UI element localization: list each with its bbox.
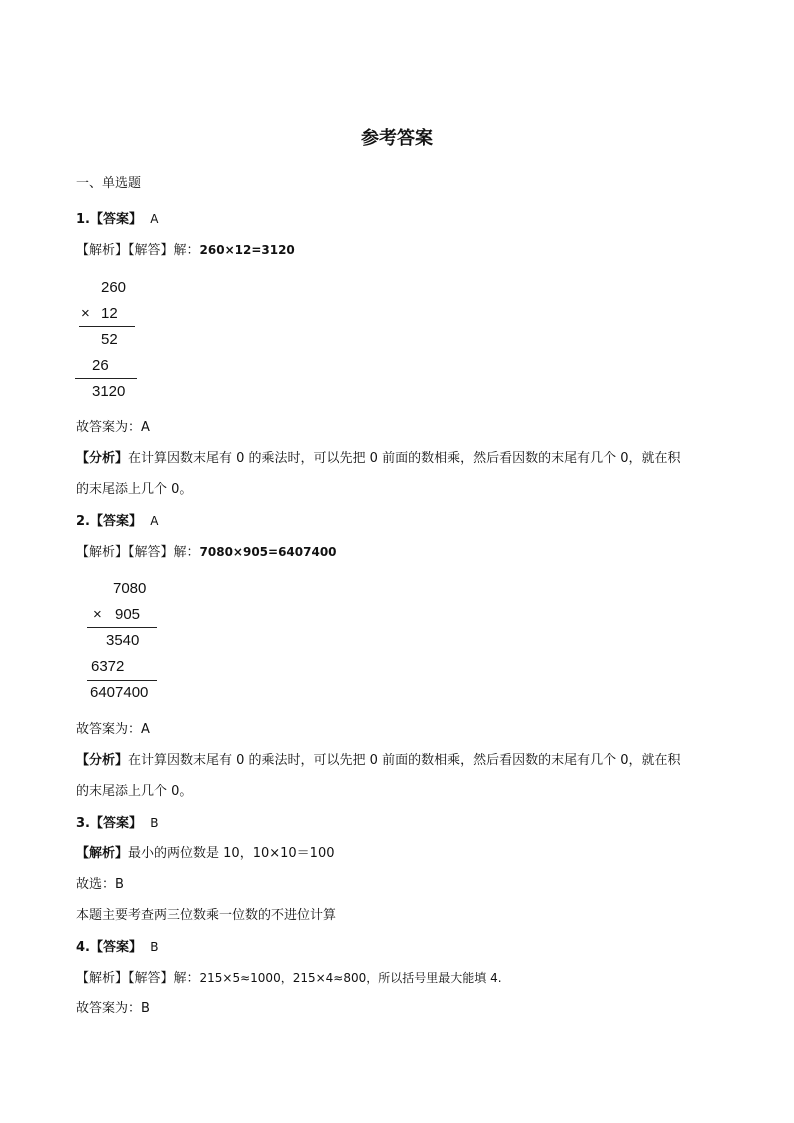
q4-answer: B bbox=[150, 940, 159, 954]
q2-analysis-line bbox=[76, 543, 337, 562]
q4-analysis-line bbox=[76, 969, 502, 988]
q2-answer-tag: 2.【答案】 bbox=[76, 514, 142, 529]
q1-calc-top: 260 bbox=[101, 279, 127, 296]
q1-calc-rule-2 bbox=[75, 378, 137, 379]
q1-calc-mult-sign: × bbox=[81, 305, 90, 322]
q1-note-line-1 bbox=[76, 450, 681, 468]
q2-calc-partial-2: 6372 bbox=[91, 658, 125, 675]
q2-calc-rule-1 bbox=[87, 627, 157, 628]
q4-analysis-prefix: 【解析】【解答】解： bbox=[76, 971, 200, 986]
q2-answer: A bbox=[150, 514, 159, 528]
section-heading: 一、单选题 bbox=[76, 176, 142, 191]
q4-conclusion: 故答案为：B bbox=[76, 1001, 150, 1016]
q3-remark: 本题主要考查两三位数乘一位数的不进位计算 bbox=[76, 908, 337, 923]
q1-note-line-2: 的末尾添上几个 0。 bbox=[76, 482, 193, 497]
q2-calc-rule-2 bbox=[87, 680, 157, 681]
q1-answer: A bbox=[150, 212, 159, 226]
q3-answer-line bbox=[76, 814, 158, 833]
q1-answer-tag: 1.【答案】 bbox=[76, 212, 142, 227]
q2-note-line-1 bbox=[76, 752, 681, 770]
q3-analysis-text: 最小的两位数是 10，10×10＝100 bbox=[128, 846, 335, 861]
q1-calc-multiplier: 12 bbox=[101, 305, 118, 322]
q1-analysis-expr: 260×12=3120 bbox=[199, 243, 295, 257]
q2-answer-line bbox=[76, 512, 158, 531]
q1-note-tag: 【分析】 bbox=[76, 451, 129, 466]
q3-analysis-tag: 【解析】 bbox=[76, 846, 129, 861]
q1-conclusion: 故答案为：A bbox=[76, 420, 150, 435]
q4-answer-tag: 4.【答案】 bbox=[76, 940, 142, 955]
q1-analysis-prefix: 【解析】【解答】解： bbox=[76, 243, 200, 258]
q1-note-text-1: 在计算因数末尾有 0 的乘法时，可以先把 0 前面的数相乘，然后看因数的末尾有几个 0，就在积 bbox=[128, 451, 681, 466]
q1-calc-partial-1: 52 bbox=[101, 331, 118, 348]
q4-answer-line bbox=[76, 938, 158, 957]
q2-conclusion: 故答案为：A bbox=[76, 722, 150, 737]
q3-answer-tag: 3.【答案】 bbox=[76, 816, 142, 831]
q1-calc-rule-1 bbox=[79, 326, 135, 327]
q2-calc-partial-1: 3540 bbox=[106, 632, 140, 649]
q2-note-tag: 【分析】 bbox=[76, 753, 129, 768]
q2-calc-mult-sign: × bbox=[93, 606, 102, 623]
q1-calc-partial-2: 26 bbox=[92, 357, 109, 374]
q2-analysis-prefix: 【解析】【解答】解： bbox=[76, 545, 200, 560]
q2-calc-multiplier: 905 bbox=[115, 606, 141, 623]
q1-calc-result: 3120 bbox=[92, 383, 126, 400]
q2-calc-result: 6407400 bbox=[90, 684, 149, 701]
q3-analysis-line bbox=[76, 845, 334, 863]
page-title: 参考答案 bbox=[361, 128, 433, 149]
q2-note-line-2: 的末尾添上几个 0。 bbox=[76, 784, 193, 799]
q2-calc-top: 7080 bbox=[113, 580, 147, 597]
q1-analysis-line bbox=[76, 241, 295, 260]
q1-answer-line bbox=[76, 210, 158, 229]
q2-note-text-1: 在计算因数末尾有 0 的乘法时，可以先把 0 前面的数相乘，然后看因数的末尾有几个 0，就在积 bbox=[128, 753, 681, 768]
q2-analysis-expr: 7080×905=6407400 bbox=[199, 545, 337, 559]
q3-answer: B bbox=[150, 816, 159, 830]
q4-analysis-text: 215×5≈1000，215×4≈800，所以括号里最大能填 4. bbox=[199, 971, 502, 985]
q3-conclusion: 故选：B bbox=[76, 877, 124, 892]
